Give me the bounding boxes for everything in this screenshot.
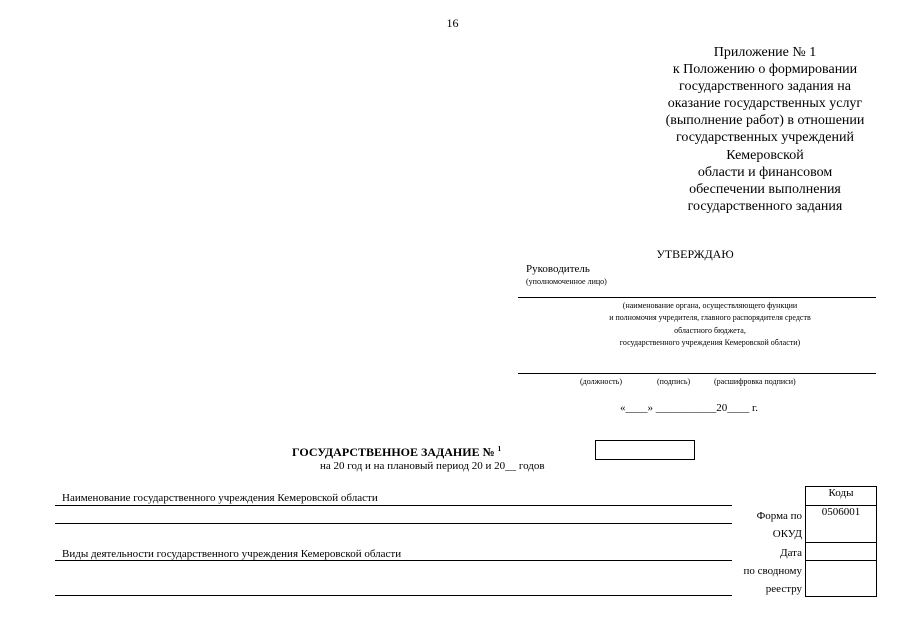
appendix-line: государственных учреждений xyxy=(676,130,854,146)
appendix-line: оказание государственных услуг xyxy=(667,96,863,112)
date-label: Дата xyxy=(780,547,802,559)
codes-table xyxy=(805,486,877,597)
date-code-cell[interactable] xyxy=(806,543,877,561)
appendix-line: обеспечении выполнения xyxy=(689,181,841,197)
task-title xyxy=(292,445,501,460)
institution-name-label: Наименование государственного учреждения Кемеровской области xyxy=(62,492,378,504)
activity-types-line xyxy=(55,560,732,561)
registry-label-line1: по сводному xyxy=(743,565,802,577)
appendix-header xyxy=(640,44,890,215)
position-caption: (должность) xyxy=(580,377,622,386)
registry-code-cell[interactable] xyxy=(806,561,877,597)
signature-line xyxy=(518,373,876,374)
task-title-footnote: 1 xyxy=(497,445,502,453)
activity-types-line-2 xyxy=(55,595,732,596)
task-period: на 20 год и на плановый период 20 и 20__ годов xyxy=(320,460,545,472)
organization-caption-line: и полномочия учредителя, главного распорядителя средств xyxy=(609,313,811,323)
okud-label-line1: Форма по xyxy=(756,510,802,522)
activity-types-label: Виды деятельности государственного учреждения Кемеровской области xyxy=(62,548,402,560)
organization-caption xyxy=(555,300,865,350)
okud-label-line2: ОКУД xyxy=(772,528,802,540)
organization-name-line xyxy=(518,297,876,298)
appendix-line: к Положению о формировании xyxy=(672,62,858,78)
approval-title: УТВЕРЖДАЮ xyxy=(656,247,734,261)
page-number: 16 xyxy=(446,16,459,30)
institution-name-line-2 xyxy=(55,523,732,524)
head-sub-caption: (уполномоченное лицо) xyxy=(526,277,607,286)
organization-caption-line: (наименование органа, осуществляющего функции xyxy=(622,301,798,310)
organization-caption-line: государственного учреждения Кемеровской области) xyxy=(619,338,801,348)
task-number-box[interactable] xyxy=(595,440,695,460)
codes-header: Коды xyxy=(806,487,877,506)
signature-caption: (подпись) xyxy=(657,377,691,386)
appendix-line: Приложение № 1 xyxy=(713,45,817,60)
decoding-caption: (расшифровка подписи) xyxy=(714,377,796,386)
appendix-line: Кемеровской xyxy=(726,147,804,163)
institution-name-line xyxy=(55,505,732,506)
task-title-text: ГОСУДАРСТВЕННОЕ ЗАДАНИЕ № xyxy=(292,445,495,459)
okud-code-cell: 0506001 xyxy=(806,506,877,543)
appendix-line: государственного задания на xyxy=(679,79,851,95)
appendix-line: государственного задания xyxy=(687,198,843,214)
registry-label-line2: реестру xyxy=(765,583,802,595)
approval-date-line: «____» ___________20____ г. xyxy=(620,402,759,414)
organization-caption-line: областного бюджета, xyxy=(674,325,746,335)
head-label: Руководитель xyxy=(526,263,590,275)
appendix-line: (выполнение работ) в отношении xyxy=(665,113,865,129)
appendix-line: области и финансовом xyxy=(697,164,833,180)
